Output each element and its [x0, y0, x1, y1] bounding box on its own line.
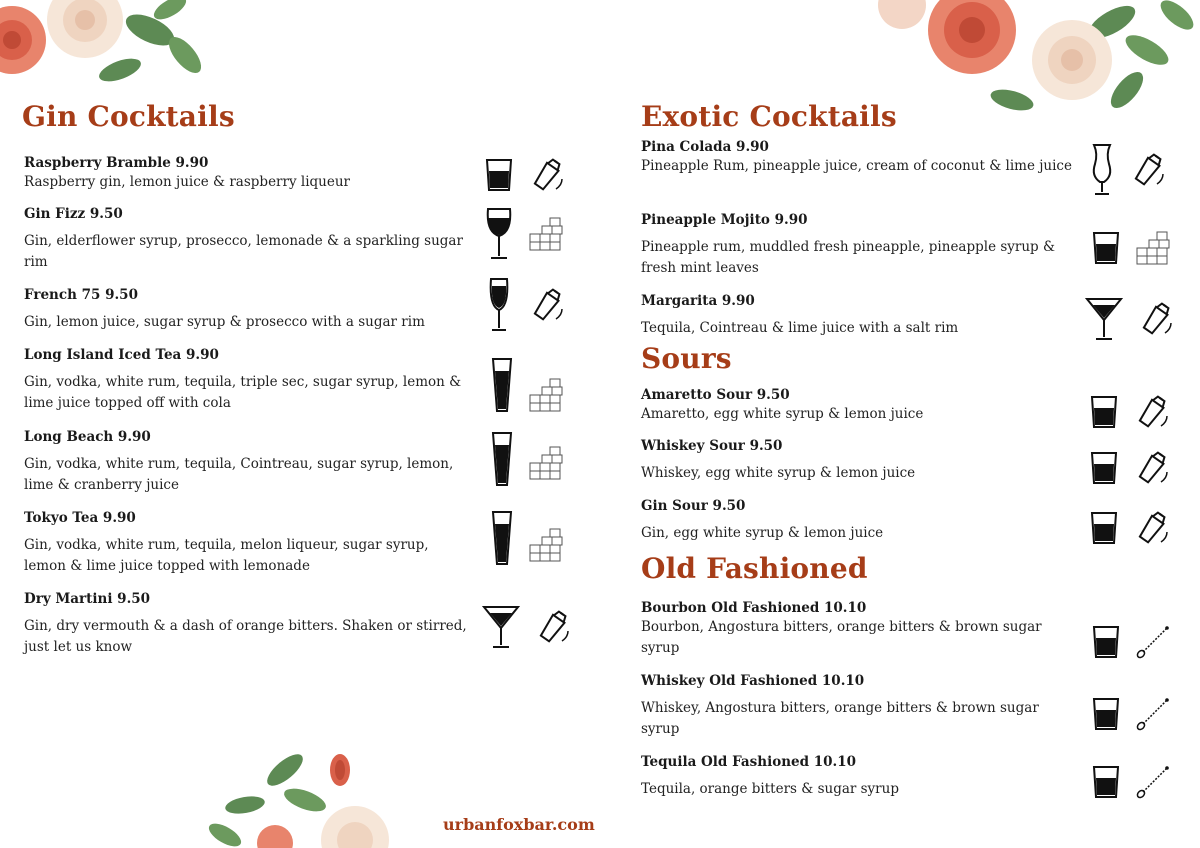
- item-description: Pineapple rum, muddled fresh pineapple, pineapple syrup & fresh mint leaves: [641, 239, 1056, 276]
- rose-decoration-bottom: [205, 745, 420, 848]
- hurricane-glass-icon: [1089, 142, 1115, 198]
- build-icon: [528, 445, 564, 481]
- highball-glass-icon: [490, 356, 514, 414]
- item-name: Gin Fizz 9.50: [24, 206, 123, 222]
- menu-item: [641, 497, 1076, 544]
- menu-item: [24, 346, 474, 414]
- item-name: Gin Sour 9.50: [641, 498, 746, 514]
- item-icons: [490, 509, 564, 567]
- shaker-icon: [528, 155, 566, 195]
- menu-item: [641, 386, 1076, 425]
- item-name: Dry Martini 9.50: [24, 591, 151, 607]
- item-icons: [1091, 696, 1171, 732]
- item-icons: [1091, 764, 1171, 800]
- item-description: Gin, vodka, white rum, tequila, triple sec, sugar syrup, lemon & lime juice topped off with cola: [24, 374, 462, 411]
- item-description: Raspberry gin, lemon juice & raspberry liqueur: [24, 174, 350, 190]
- item-name: Whiskey Old Fashioned 10.10: [641, 673, 865, 689]
- tumbler-glass-icon: [1089, 450, 1119, 486]
- item-description: Whiskey, Angostura bitters, orange bitters & brown sugar syrup: [641, 700, 1039, 737]
- shaker-icon: [1133, 508, 1171, 548]
- build-icon: [528, 377, 564, 413]
- item-name: Pina Colada 9.90: [641, 139, 769, 155]
- item-icons: [1089, 392, 1171, 432]
- item-description: Whiskey, egg white syrup & lemon juice: [641, 465, 916, 481]
- bar-spoon-icon: [1135, 696, 1171, 732]
- item-description: Gin, vodka, white rum, tequila, Cointreau, sugar syrup, lemon, lime & cranberry juice: [24, 456, 454, 493]
- item-description: Tequila, Cointreau & lime juice with a salt rim: [641, 320, 959, 336]
- shaker-icon: [534, 607, 572, 647]
- shaker-icon: [1137, 299, 1175, 339]
- flute-glass-icon: [484, 276, 514, 334]
- section-title-exotic-cocktails: Exotic Cocktails: [641, 100, 897, 133]
- menu-item: [641, 292, 1076, 339]
- build-icon: [1135, 230, 1171, 266]
- tumbler-glass-icon: [484, 157, 514, 193]
- item-icons: [1091, 230, 1171, 266]
- build-icon: [528, 527, 564, 563]
- item-description: Bourbon, Angostura bitters, orange bitters & brown sugar syrup: [641, 619, 1042, 656]
- item-name: Bourbon Old Fashioned 10.10: [641, 600, 867, 616]
- martini-glass-icon: [1085, 296, 1123, 342]
- menu-item: [641, 599, 1076, 659]
- menu-item: [24, 205, 474, 273]
- item-icons: [1091, 624, 1171, 660]
- item-description: Gin, elderflower syrup, prosecco, lemonade & a sparkling sugar rim: [24, 233, 463, 270]
- item-icons: [490, 356, 564, 414]
- item-name: Margarita 9.90: [641, 293, 755, 309]
- menu-item: [641, 672, 1076, 740]
- menu-item: [641, 437, 1076, 484]
- item-description: Amaretto, egg white syrup & lemon juice: [641, 406, 924, 422]
- item-description: Tequila, orange bitters & sugar syrup: [641, 781, 899, 797]
- bar-spoon-icon: [1135, 764, 1171, 800]
- item-description: Pineapple Rum, pineapple juice, cream of coconut & lime juice: [641, 158, 1072, 174]
- menu-item: [24, 509, 474, 577]
- item-icons: [1089, 448, 1171, 488]
- item-description: Gin, dry vermouth & a dash of orange bitters. Shaken or stirred, just let us know: [24, 618, 467, 655]
- build-icon: [528, 216, 564, 252]
- menu-item: [641, 753, 1076, 800]
- menu-item: [24, 286, 474, 333]
- item-description: Gin, egg white syrup & lemon juice: [641, 525, 884, 541]
- item-icons: [1085, 296, 1175, 342]
- item-icons: [484, 155, 566, 195]
- tumbler-glass-icon: [1089, 394, 1119, 430]
- tumbler-glass-icon: [1089, 510, 1119, 546]
- highball-glass-icon: [490, 509, 514, 567]
- item-icons: [484, 206, 564, 262]
- martini-glass-icon: [482, 604, 520, 650]
- menu-item: [641, 138, 1076, 177]
- tumbler-glass-icon: [1091, 624, 1121, 660]
- highball-glass-icon: [490, 430, 514, 488]
- item-name: Raspberry Bramble 9.90: [24, 155, 209, 171]
- menu-item: [641, 211, 1076, 279]
- item-icons: [1089, 508, 1171, 548]
- item-icons: [490, 430, 564, 488]
- shaker-icon: [528, 285, 566, 325]
- menu-item: [24, 590, 474, 658]
- tumbler-glass-icon: [1091, 230, 1121, 266]
- item-name: Long Beach 9.90: [24, 429, 151, 445]
- rose-decoration-top-right: [862, 0, 1200, 120]
- shaker-icon: [1133, 448, 1171, 488]
- item-name: Amaretto Sour 9.50: [641, 387, 790, 403]
- menu-item: [24, 154, 474, 193]
- rose-decoration-top-left: [0, 0, 210, 100]
- section-title-sours: Sours: [641, 342, 732, 375]
- tumbler-glass-icon: [1091, 696, 1121, 732]
- section-title-old-fashioned: Old Fashioned: [641, 552, 868, 585]
- item-icons: [484, 276, 566, 334]
- item-name: Long Island Iced Tea 9.90: [24, 347, 219, 363]
- item-name: Tokyo Tea 9.90: [24, 510, 136, 526]
- item-icons: [482, 604, 572, 650]
- website-link[interactable]: urbanfoxbar.com: [443, 815, 595, 834]
- item-name: Tequila Old Fashioned 10.10: [641, 754, 857, 770]
- shaker-icon: [1133, 392, 1171, 432]
- shaker-icon: [1129, 150, 1167, 190]
- menu-item: [24, 428, 474, 496]
- item-icons: [1089, 142, 1167, 198]
- bar-spoon-icon: [1135, 624, 1171, 660]
- item-name: Whiskey Sour 9.50: [641, 438, 783, 454]
- tumbler-glass-icon: [1091, 764, 1121, 800]
- item-description: Gin, vodka, white rum, tequila, melon liqueur, sugar syrup, lemon & lime juice topped with lemonade: [24, 537, 429, 574]
- item-name: French 75 9.50: [24, 287, 138, 303]
- item-name: Pineapple Mojito 9.90: [641, 212, 808, 228]
- wine-glass-icon: [484, 206, 514, 262]
- section-title-gin-cocktails: Gin Cocktails: [22, 100, 235, 133]
- item-description: Gin, lemon juice, sugar syrup & prosecco with a sugar rim: [24, 314, 425, 330]
